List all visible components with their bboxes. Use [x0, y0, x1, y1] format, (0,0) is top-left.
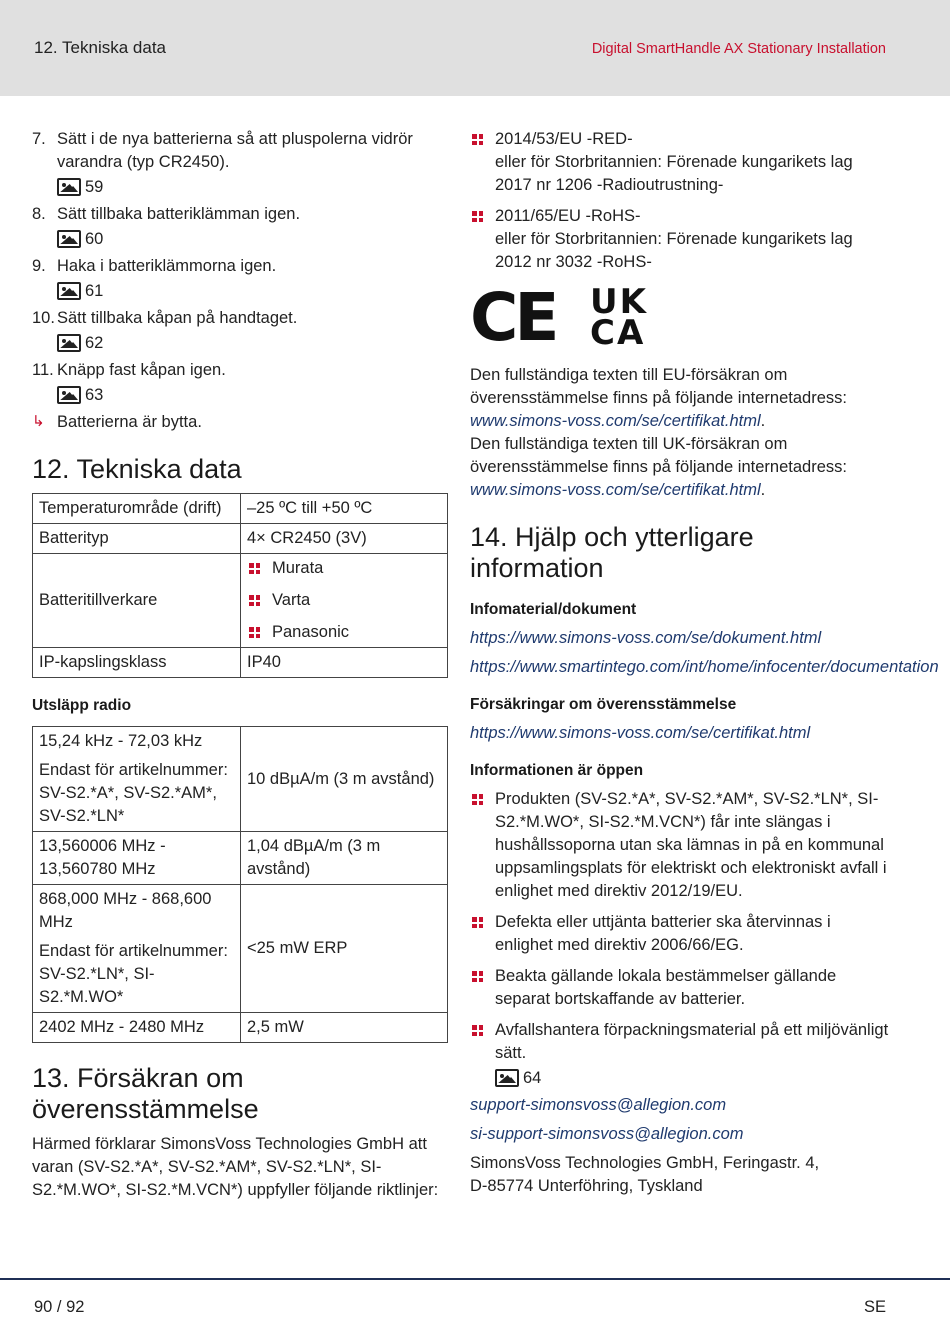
image-icon	[57, 178, 81, 196]
image-icon	[57, 334, 81, 352]
list-item	[470, 205, 890, 274]
table-cell: –25 ºC till +50 ºC	[241, 494, 448, 524]
step-result	[32, 411, 450, 434]
bullet-icon	[472, 134, 483, 145]
bullet-icon	[472, 1025, 483, 1036]
page-header	[0, 0, 950, 96]
step-number: 8.	[32, 205, 46, 223]
list-item	[470, 788, 890, 903]
table-cell: 2,5 mW	[241, 1013, 448, 1043]
list-item-text: Defekta eller uttjänta batterier ska återvinnas i enlighet med direktiv 2006/66/EG.	[495, 913, 831, 954]
bullet-icon	[249, 595, 260, 606]
frequency-range: 15,24 kHz - 72,03 kHz	[39, 732, 203, 750]
table-cell	[33, 885, 241, 1013]
frequency-range: 868,000 MHz - 868,600 MHz	[39, 890, 212, 931]
table-cell: IP40	[241, 648, 448, 678]
image-icon	[57, 282, 81, 300]
figure-number: 61	[85, 281, 104, 300]
uk-certificate-link[interactable]: www.simons-voss.com/se/certifikat.html	[470, 481, 761, 499]
company-address-line2: D-85774 Unterföhring, Tyskland	[470, 1177, 703, 1195]
list-item-text: Murata	[272, 559, 324, 577]
directive-alt: eller för Storbritannien: Förenade kungarikets lag 2017 nr 1206 -Radioutrustning-	[495, 153, 853, 194]
figure-reference[interactable]	[57, 229, 450, 249]
bullet-icon	[249, 563, 260, 574]
directive-code: 2014/53/EU -RED-	[495, 130, 633, 148]
ukca-mark-logo	[590, 282, 648, 353]
certification-marks	[470, 279, 890, 356]
table-cell: 2402 MHz - 2480 MHz	[33, 1013, 241, 1043]
image-icon	[495, 1069, 519, 1087]
list-item-text: Varta	[272, 591, 311, 609]
directive-alt: eller för Storbritannien: Förenade kungarikets lag 2012 nr 3032 -RoHS-	[495, 230, 853, 271]
list-item-text: Panasonic	[272, 623, 350, 641]
figure-reference[interactable]	[57, 385, 450, 405]
table-row	[33, 1013, 448, 1043]
list-item	[247, 589, 441, 612]
table-cell: 4× CR2450 (3V)	[241, 524, 448, 554]
tech-data-table	[32, 493, 448, 678]
figure-number: 63	[85, 385, 104, 404]
figure-number: 64	[523, 1068, 542, 1087]
table-row	[33, 727, 448, 832]
company-address-line1: SimonsVoss Technologies GmbH, Feringastr. 4,	[470, 1154, 820, 1172]
footer-divider	[0, 1278, 950, 1280]
result-arrow-icon: ↳	[32, 413, 45, 430]
conformity-heading: 13. Försäkran om överensstämmelse	[32, 1063, 259, 1124]
header-product-title: Digital SmartHandle AX Stationary Installation	[591, 41, 886, 57]
table-cell: Batterityp	[33, 524, 241, 554]
figure-reference[interactable]	[57, 281, 450, 301]
ukca-bottom: CA	[590, 313, 646, 353]
step-number: 10.	[32, 309, 55, 327]
right-column: 2014/53/EU -RED- eller för Storbritannien: Förenade kungarikets lag 2017 nr 1206 -Radioutrustning- 2011/65/EU -RoHS- eller för Storbritannien: Förenade kungarikets lag 2012 nr 3032 -RoHS- CE UK CA Den fullständiga texten till EU-försäkran om överensstämmelse finns på följande internetadress: www.simons-voss.com/se/certifikat.html. Den fullständiga texten till UK-försäkran om överensstämmelse finns på följande internetadress: www.simons-voss.com/se/certifikat.html. 14. Hjälp och ytterligare information Infomaterial/dokument https://www.simons-voss.com/se/dokument.html https://www.smartintego.com/int/home/infocenter/documentation Försäkringar om överensstämmelse https://www.simons-voss.com/se/certifikat.html Informationen är öppen Produkten (SV-S2.*A*, SV-S2.*AM*, SV-S2.*LN*, SI-S2.*M.WO*, SI-S2.*M.VCN*) får inte slängas i hushållssoporna utan ska lämnas in på en kommunal uppsamlingsplats för elektriskt och elektroniskt avfall i enlighet med direktiv 2012/19/EU. Defekta eller uttjänta batterier ska återvinnas i enlighet med direktiv 2006/66/EG. Beakta gällande lokala bestämmelser gällande separat bortskaffande av batterier. Avfallshantera förpackningsmaterial på ett miljövänligt sätt. 64 support-simonsvoss@allegion.com si-support-simonsvoss@allegion.com SimonsVoss Technologies GmbH, Feringastr. 4, D-85774 Unterföhring, Tyskland	[470, 128, 890, 1198]
uk-declaration-text: Den fullständiga texten till UK-försäkran om överensstämmelse finns på följande internetadress:	[470, 435, 847, 476]
table-cell	[241, 554, 448, 648]
table-cell: Temperaturområde (drift)	[33, 494, 241, 524]
eu-certificate-link[interactable]: www.simons-voss.com/se/certifikat.html	[470, 412, 761, 430]
step-text: Sätt tillbaka batteriklämman igen.	[57, 205, 301, 223]
table-row	[33, 554, 448, 648]
step-text: Sätt i de nya batterierna så att pluspolerna vidrör varandra (typ CR2450).	[57, 130, 413, 171]
step-text: Sätt tillbaka kåpan på handtaget.	[57, 309, 298, 327]
step-number: 9.	[32, 257, 46, 275]
ukca-top: UK	[590, 282, 648, 322]
figure-reference[interactable]	[495, 1068, 890, 1088]
radio-heading: Utsläpp radio	[32, 697, 132, 714]
result-text: Batterierna är bytta.	[57, 413, 202, 431]
table-cell: 10 dBµA/m (3 m avstånd)	[241, 727, 448, 832]
step-text: Knäpp fast kåpan igen.	[57, 361, 226, 379]
info-material-heading: Infomaterial/dokument	[470, 601, 637, 618]
page-number: 90 / 92	[34, 1298, 85, 1316]
step-item	[32, 307, 450, 353]
table-row	[33, 648, 448, 678]
figure-number: 62	[85, 333, 104, 352]
step-number: 11.	[32, 361, 54, 379]
steps-list	[32, 128, 450, 434]
bullet-icon	[472, 917, 483, 928]
conformity-text: Härmed förklarar SimonsVoss Technologies GmbH att varan (SV-S2.*A*, SV-S2.*AM*, SV-S2.*LN*, SI-S2.*M.WO*, SI-S2.*M.VCN*) uppfyller följande riktlinjer:	[32, 1135, 439, 1199]
article-note: Endast för artikelnummer: SV-S2.*LN*, SI-S2.*M.WO*	[39, 942, 228, 1006]
directive-code: 2011/65/EU -RoHS-	[495, 207, 641, 225]
list-item	[247, 621, 441, 644]
left-column	[32, 128, 450, 1202]
list-item-text: Produkten (SV-S2.*A*, SV-S2.*AM*, SV-S2.*LN*, SI-S2.*M.WO*, SI-S2.*M.VCN*) får inte slängas i hushållssoporna utan ska lämnas in på en kommunal uppsamlingsplats för elektriskt och elektroniskt avfall i enlighet med direktiv 2012/19/EU.	[495, 790, 887, 900]
bullet-icon	[472, 794, 483, 805]
list-item	[470, 128, 890, 197]
figure-reference[interactable]	[57, 177, 450, 197]
certificates-link[interactable]: https://www.simons-voss.com/se/certifikat.html	[470, 724, 811, 742]
table-cell	[33, 727, 241, 832]
table-cell: 1,04 dBµA/m (3 m avstånd)	[241, 832, 448, 885]
image-icon	[57, 386, 81, 404]
eu-declaration-text: Den fullständiga texten till EU-försäkran om överensstämmelse finns på följande internetadress:	[470, 366, 847, 407]
public-info-heading: Informationen är öppen	[470, 762, 644, 779]
radio-table	[32, 726, 448, 1043]
bullet-icon	[472, 211, 483, 222]
ce-mark-logo: CE	[470, 279, 556, 356]
help-heading: 14. Hjälp och ytterligare information	[470, 522, 754, 583]
step-number: 7.	[32, 130, 46, 148]
header-section-title: 12. Tekniska data	[34, 38, 166, 57]
list-item-text: Beakta gällande lokala bestämmelser gällande separat bortskaffande av batterier.	[495, 967, 837, 1008]
image-icon	[57, 230, 81, 248]
bullet-icon	[249, 627, 260, 638]
support-email-link[interactable]: support-simonsvoss@allegion.com	[470, 1096, 727, 1114]
list-item-text: Avfallshantera förpackningsmaterial på ett miljövänligt sätt.	[495, 1021, 889, 1062]
figure-number: 60	[85, 229, 104, 248]
bullet-icon	[472, 971, 483, 982]
step-text: Haka i batteriklämmorna igen.	[57, 257, 277, 275]
table-row	[33, 524, 448, 554]
language-code: SE	[863, 1298, 886, 1316]
list-item	[247, 557, 441, 580]
list-item	[470, 965, 890, 1011]
tech-data-heading: 12. Tekniska data	[32, 454, 242, 484]
figure-number: 59	[85, 177, 104, 196]
table-row	[33, 494, 448, 524]
table-cell: IP-kapslingsklass	[33, 648, 241, 678]
step-item	[32, 359, 450, 405]
step-item	[32, 203, 450, 249]
table-row	[33, 885, 448, 1013]
table-row	[33, 832, 448, 885]
step-item	[32, 128, 450, 197]
list-item	[470, 911, 890, 957]
table-cell: 13,560006 MHz - 13,560780 MHz	[33, 832, 241, 885]
article-note: Endast för artikelnummer: SV-S2.*A*, SV-S2.*AM*, SV-S2.*LN*	[39, 761, 228, 825]
figure-reference[interactable]	[57, 333, 450, 353]
table-cell: Batteritillverkare	[33, 554, 241, 648]
infocenter-link[interactable]: https://www.smartintego.com/int/home/infocenter/documentation	[470, 658, 939, 676]
documents-link[interactable]: https://www.simons-voss.com/se/dokument.html	[470, 629, 822, 647]
conformity-declarations-heading: Försäkringar om överensstämmelse	[470, 696, 737, 713]
list-item	[470, 1019, 890, 1088]
si-support-email-link[interactable]: si-support-simonsvoss@allegion.com	[470, 1125, 744, 1143]
step-item	[32, 255, 450, 301]
table-cell: <25 mW ERP	[241, 885, 448, 1013]
